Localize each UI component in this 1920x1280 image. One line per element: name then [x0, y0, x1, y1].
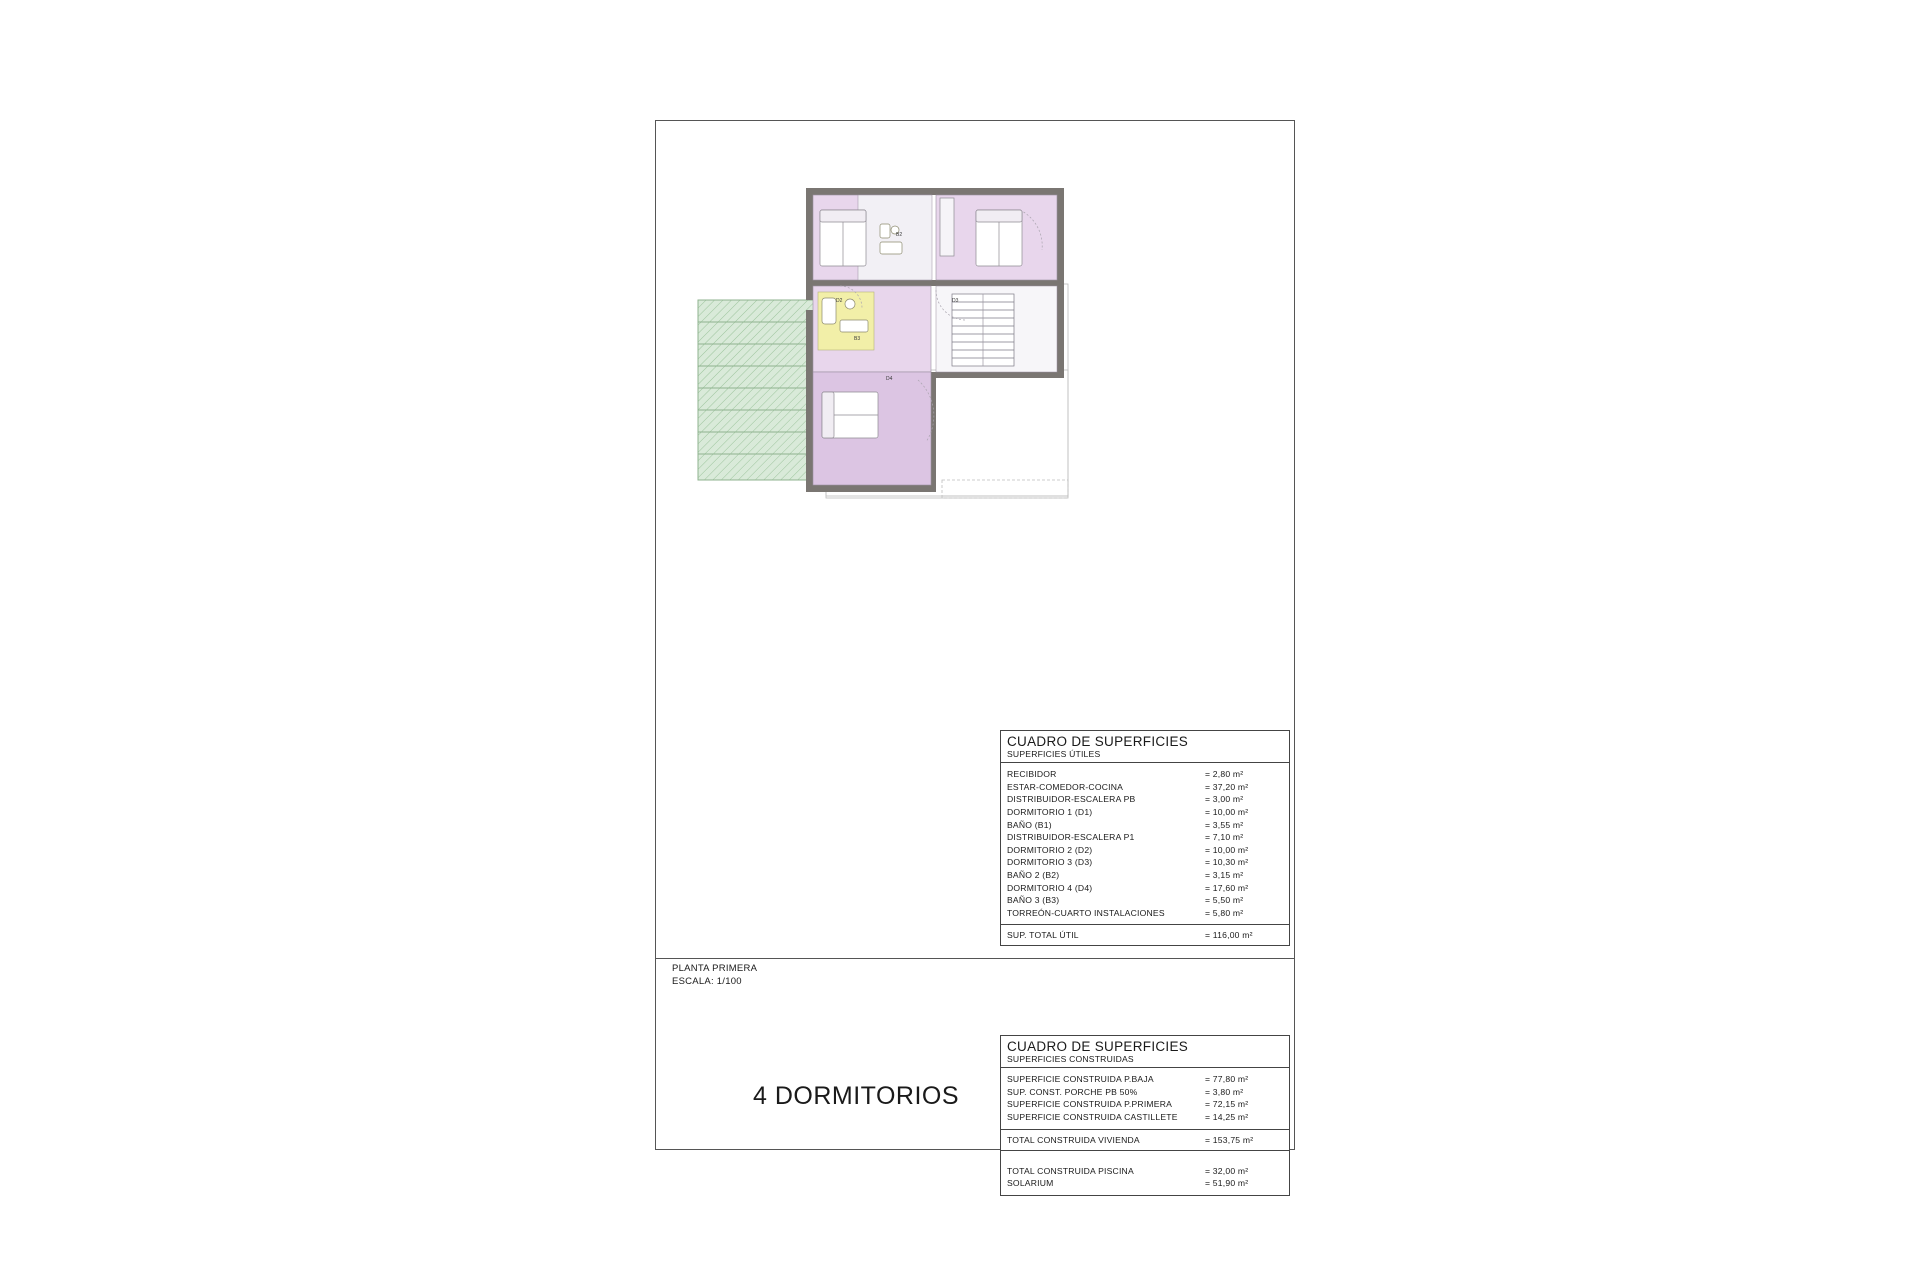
row-value: = 14,25 m² — [1205, 1111, 1249, 1122]
row-value: = 3,00 m² — [1205, 794, 1244, 805]
row-label: SUPERFICIE CONSTRUIDA P.BAJA — [1007, 1074, 1154, 1085]
row-label: SUP. CONST. PORCHE PB 50% — [1007, 1086, 1138, 1097]
plan-tag-D3: D3 — [952, 298, 959, 304]
row-label: BAÑO (B1) — [1007, 819, 1052, 830]
table-row — [1007, 856, 1283, 869]
table-utiles-subtitle: SUPERFICIES ÚTILES — [1007, 749, 1101, 760]
row-value: = 3,15 m² — [1205, 869, 1244, 880]
row-label: BAÑO 2 (B2) — [1007, 869, 1060, 880]
table-row — [1007, 1111, 1283, 1124]
row-label: TORREÓN-CUARTO INSTALACIONES — [1007, 907, 1165, 918]
planta-label — [672, 962, 757, 988]
row-label: SUPERFICIE CONSTRUIDA CASTILLETE — [1007, 1111, 1178, 1122]
table-superficies-utiles — [1000, 730, 1290, 946]
table-construidas-title: CUADRO DE SUPERFICIES — [1007, 1039, 1189, 1054]
table-row — [1007, 907, 1283, 920]
row-value: = 10,00 m² — [1205, 844, 1249, 855]
row-label: BAÑO 3 (B3) — [1007, 895, 1060, 906]
table-superficies-construidas — [1000, 1035, 1290, 1196]
row-value: = 51,90 m² — [1205, 1178, 1249, 1189]
table-row — [1007, 806, 1283, 819]
floor-plan-drawing — [690, 180, 1250, 620]
row-value: = 3,80 m² — [1205, 1086, 1244, 1097]
row-label: SUPERFICIE CONSTRUIDA P.PRIMERA — [1007, 1099, 1173, 1110]
table-row — [1007, 869, 1283, 882]
row-value: = 2,80 m² — [1205, 769, 1244, 780]
row-value: = 10,00 m² — [1205, 806, 1249, 817]
staircase — [952, 294, 1014, 366]
table-row — [1007, 1073, 1283, 1086]
row-value: = 5,80 m² — [1205, 907, 1244, 918]
row-label: DORMITORIO 3 (D3) — [1007, 857, 1093, 868]
row-value: = 77,80 m² — [1205, 1074, 1249, 1085]
table-row — [1007, 894, 1283, 907]
table-row — [1007, 882, 1283, 895]
row-value: = 37,20 m² — [1205, 781, 1249, 792]
row-label: DORMITORIO 1 (D1) — [1007, 806, 1093, 817]
row-label: DORMITORIO 2 (D2) — [1007, 844, 1093, 855]
row-value: = 72,15 m² — [1205, 1099, 1249, 1110]
plan-tag-D2: D2 — [836, 298, 843, 304]
page-title: 4 DORMITORIOS — [752, 1082, 960, 1110]
row-label: DISTRIBUIDOR-ESCALERA P1 — [1007, 832, 1135, 843]
total-label: SUP. TOTAL ÚTIL — [1007, 930, 1079, 941]
table-construidas-rows — [1001, 1068, 1289, 1128]
row-value: = 10,30 m² — [1205, 857, 1249, 868]
table-utiles-rows — [1001, 763, 1289, 924]
table-construidas-subtitle: SUPERFICIES CONSTRUIDAS — [1007, 1054, 1134, 1065]
table-row — [1007, 844, 1283, 857]
planta-scale: ESCALA: 1/100 — [672, 976, 742, 987]
total-value: = 116,00 m² — [1205, 930, 1253, 941]
row-label: RECIBIDOR — [1007, 769, 1057, 780]
row-label: DISTRIBUIDOR-ESCALERA PB — [1007, 794, 1136, 805]
table-utiles-total-row — [1001, 925, 1289, 945]
row-label: DORMITORIO 4 (D4) — [1007, 882, 1093, 893]
table-row — [1007, 1165, 1283, 1178]
row-label: SOLARIUM — [1007, 1178, 1054, 1189]
table-row — [1007, 1086, 1283, 1099]
table-row — [1007, 793, 1283, 806]
row-value: = 3,55 m² — [1205, 819, 1244, 830]
row-value: = 5,50 m² — [1205, 895, 1244, 906]
table-row — [1007, 781, 1283, 794]
planta-name: PLANTA PRIMERA — [672, 963, 758, 974]
table-row — [1007, 1098, 1283, 1111]
table-row — [1007, 768, 1283, 781]
sheet-divider — [655, 958, 1295, 959]
plan-tag-B2: B2 — [896, 232, 903, 238]
plan-tag-D4: D4 — [886, 376, 893, 382]
table-row — [1007, 1177, 1283, 1190]
row-value: = 17,60 m² — [1205, 882, 1249, 893]
total-value: = 153,75 m² — [1205, 1134, 1254, 1145]
total-label: TOTAL CONSTRUIDA VIVIENDA — [1007, 1134, 1140, 1145]
table-row — [1007, 819, 1283, 832]
table-row — [1007, 831, 1283, 844]
table-construidas-extra-rows — [1001, 1151, 1289, 1195]
row-value: = 7,10 m² — [1205, 832, 1244, 843]
row-value: = 32,00 m² — [1205, 1165, 1249, 1176]
plan-tag-B3: B3 — [854, 336, 861, 342]
table-utiles-title: CUADRO DE SUPERFICIES — [1007, 734, 1189, 749]
row-label: ESTAR-COMEDOR-COCINA — [1007, 781, 1124, 792]
row-label: TOTAL CONSTRUIDA PISCINA — [1007, 1165, 1134, 1176]
table-construidas-total-row — [1001, 1130, 1289, 1150]
